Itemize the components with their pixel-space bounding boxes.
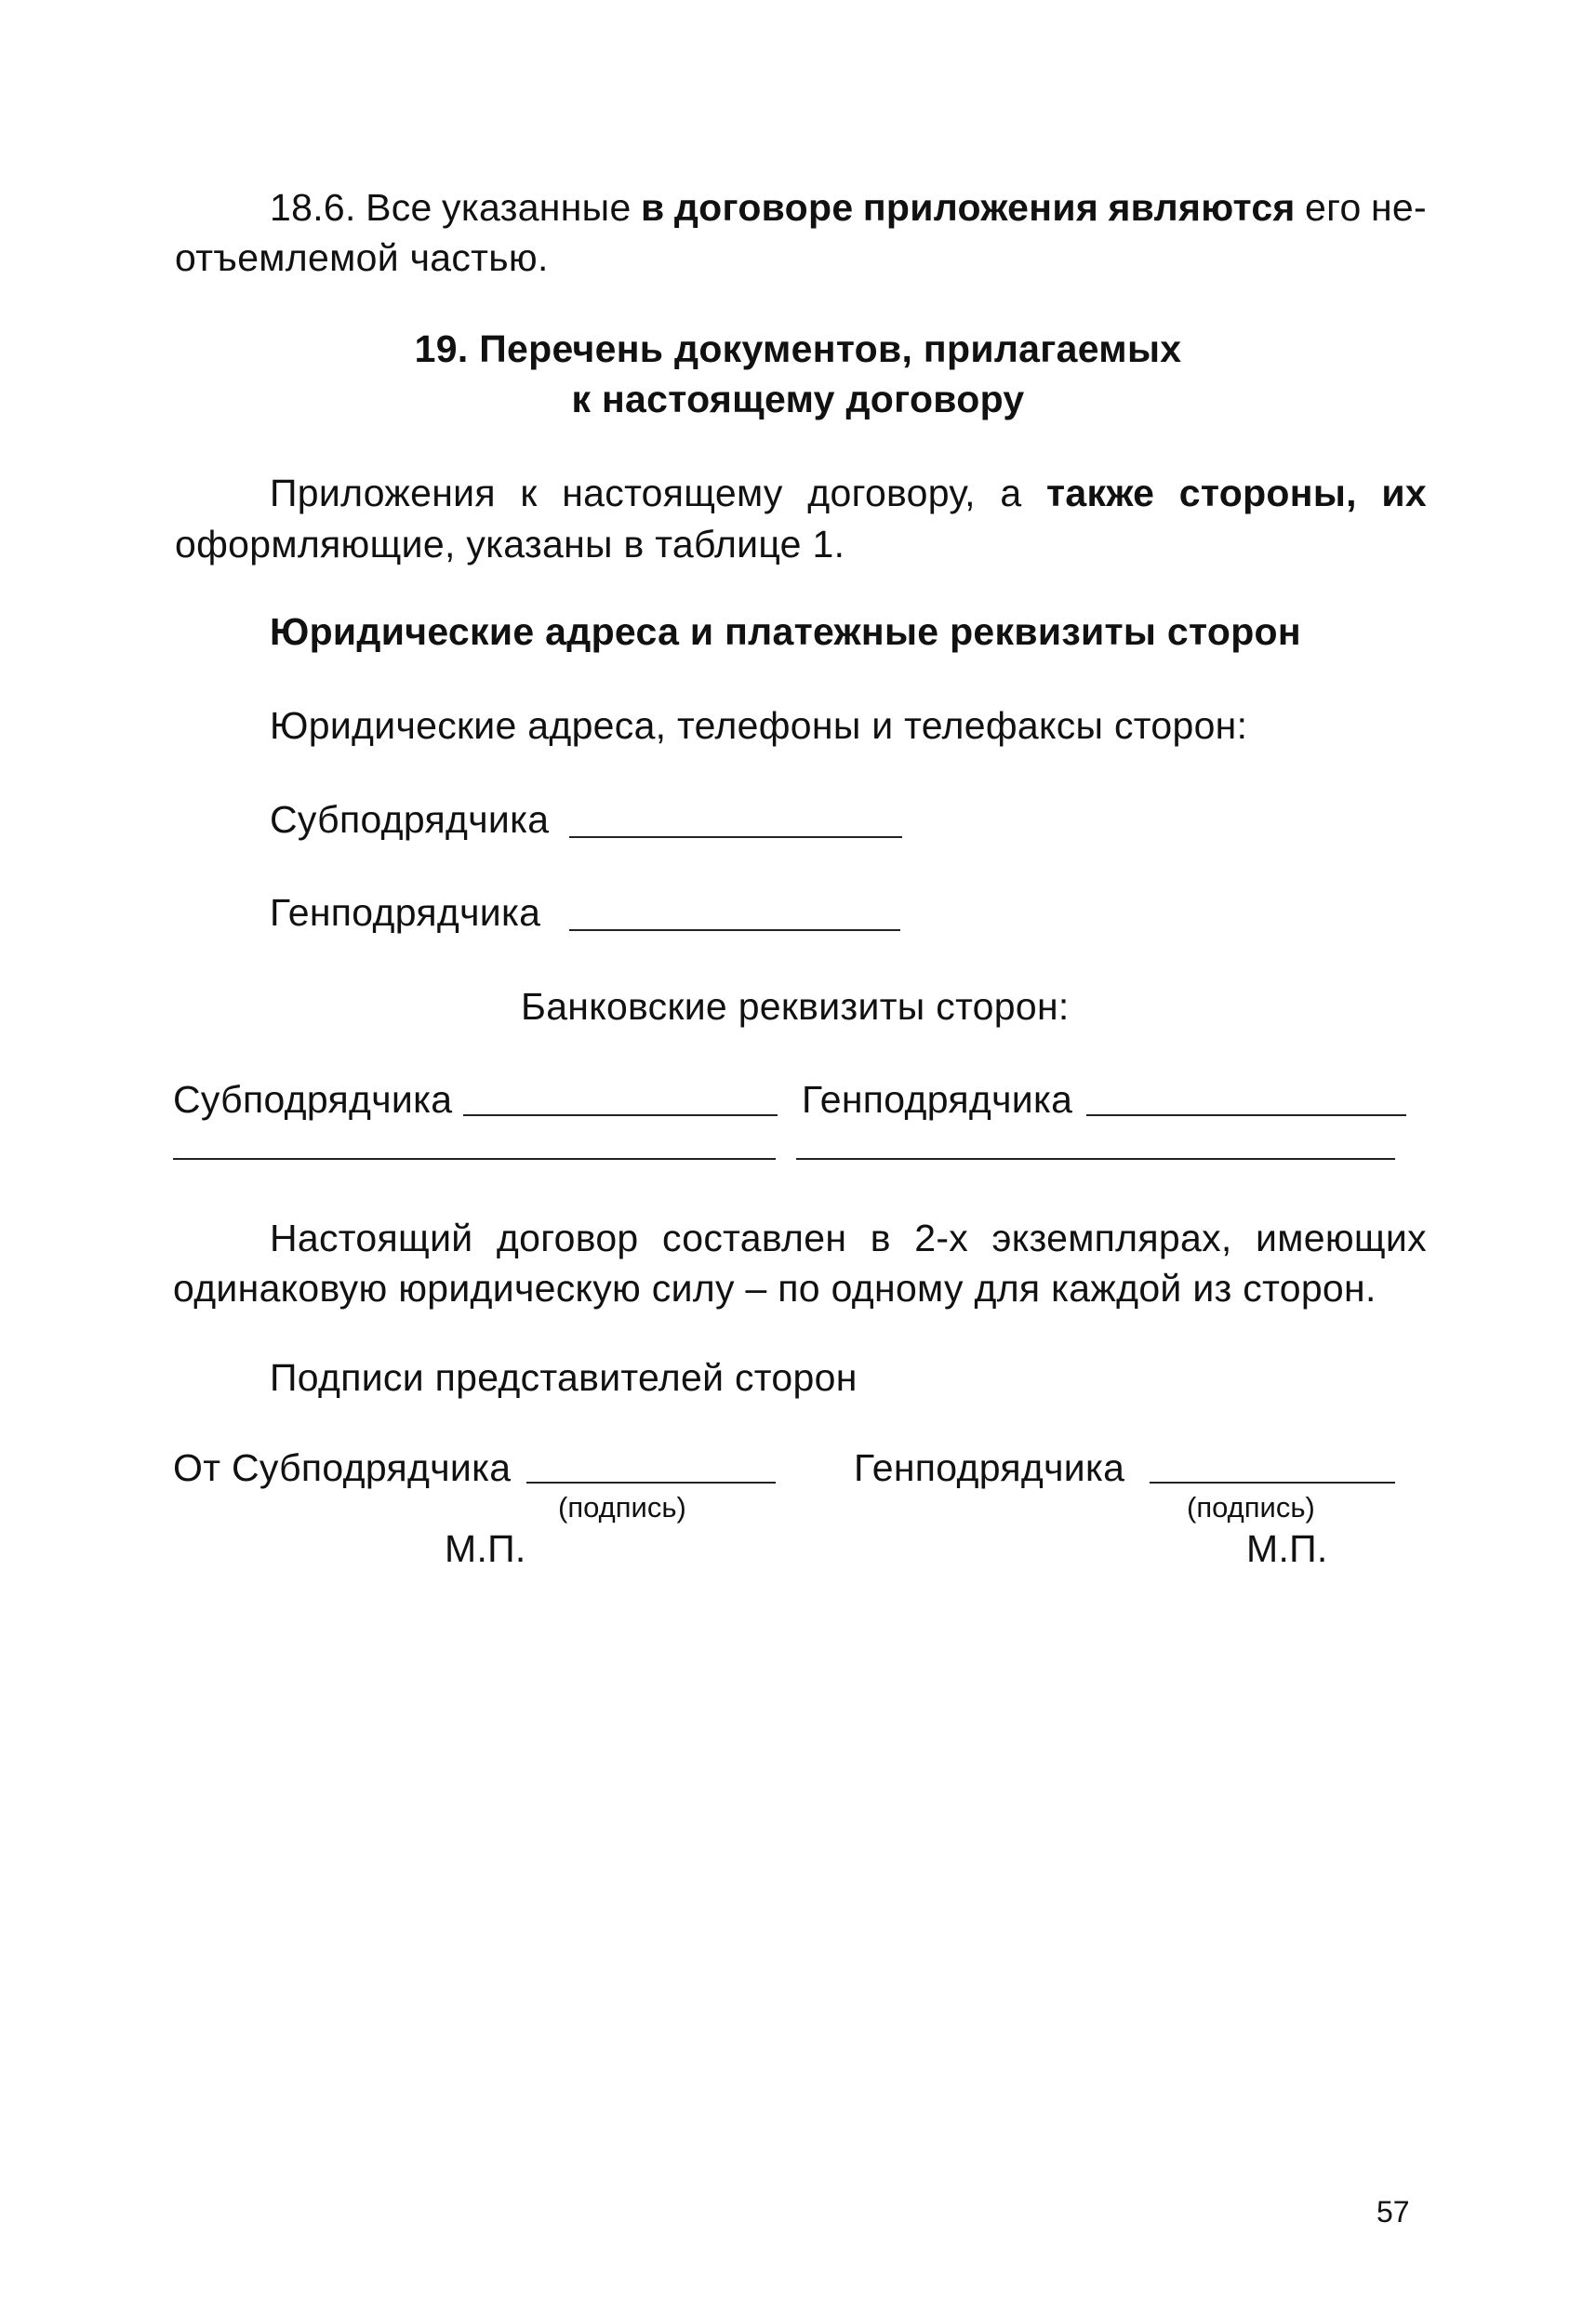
word: договору, — [807, 472, 976, 514]
bank-gen-second-line — [796, 1158, 1395, 1160]
bank-sub-second-line — [173, 1158, 776, 1160]
bank-gen-label: Генподрядчика — [802, 1078, 1073, 1121]
signature-gen-blank-line — [1150, 1482, 1395, 1484]
signatures-label: Подписи представителей сторон — [270, 1356, 858, 1399]
bank-label: Банковские реквизиты сторон: — [521, 985, 1070, 1028]
requisites-heading: Юридические адреса и платежные реквизиты сторон — [270, 610, 1301, 653]
word: настоящему — [562, 472, 783, 514]
word: также — [1046, 472, 1155, 514]
stamp-gen: М.П. — [1246, 1527, 1328, 1570]
clause-18-6-line2: отъемлемой частью. — [175, 236, 549, 279]
signature-sub-label: От Субподрядчика — [173, 1446, 512, 1489]
signature-gen-label: Генподрядчика — [854, 1446, 1125, 1489]
legal-sub-blank-line — [569, 836, 902, 838]
word: в — [640, 186, 665, 229]
signature-sub-blank-line — [526, 1482, 776, 1484]
word: договоре — [673, 186, 854, 229]
word: 2-х — [914, 1217, 969, 1259]
copies-line1 — [270, 1215, 1427, 1261]
word: являются — [1108, 186, 1296, 229]
word: экземплярах, — [991, 1217, 1232, 1259]
word: 18.6. — [270, 186, 356, 229]
word: составлен — [661, 1217, 847, 1259]
word: указанные — [442, 186, 632, 229]
bank-gen-blank-line — [1086, 1114, 1406, 1116]
appendices-line1 — [270, 470, 1427, 516]
word: не- — [1370, 186, 1427, 229]
word: договор — [496, 1217, 639, 1259]
word: его — [1305, 186, 1362, 229]
bank-sub-blank-line — [463, 1114, 778, 1116]
word: их — [1381, 472, 1427, 514]
word: Приложения — [270, 472, 496, 514]
page-number: 57 — [1377, 2195, 1410, 2229]
word: Все — [366, 186, 432, 229]
copies-line2: одинаковую юридическую силу – по одному для каждой из сторон. — [173, 1267, 1377, 1310]
section-19-title-line2: к настоящему договору — [571, 378, 1025, 420]
bank-sub-label: Субподрядчика — [173, 1078, 453, 1121]
signature-caption-gen: (подпись) — [1187, 1491, 1315, 1524]
legal-addresses-label: Юридические адреса, телефоны и телефаксы сторон: — [270, 704, 1248, 747]
word: в — [870, 1217, 891, 1259]
word: к — [520, 472, 538, 514]
legal-sub-label: Субподрядчика — [270, 798, 550, 841]
word: а — [1000, 472, 1022, 514]
section-19-title-line1: 19. Перечень документов, прилагаемых — [414, 327, 1182, 370]
clause-18-6-line1 — [270, 184, 1427, 231]
word: имеющих — [1256, 1217, 1427, 1259]
legal-gen-blank-line — [569, 929, 900, 931]
stamp-sub: М.П. — [445, 1527, 526, 1570]
signature-caption-sub: (подпись) — [558, 1491, 686, 1524]
word: Настоящий — [270, 1217, 473, 1259]
word: стороны, — [1178, 472, 1357, 514]
legal-gen-label: Генподрядчика — [270, 891, 541, 934]
appendices-line2: оформляющие, указаны в таблице 1. — [175, 523, 845, 566]
word: приложения — [862, 186, 1099, 229]
